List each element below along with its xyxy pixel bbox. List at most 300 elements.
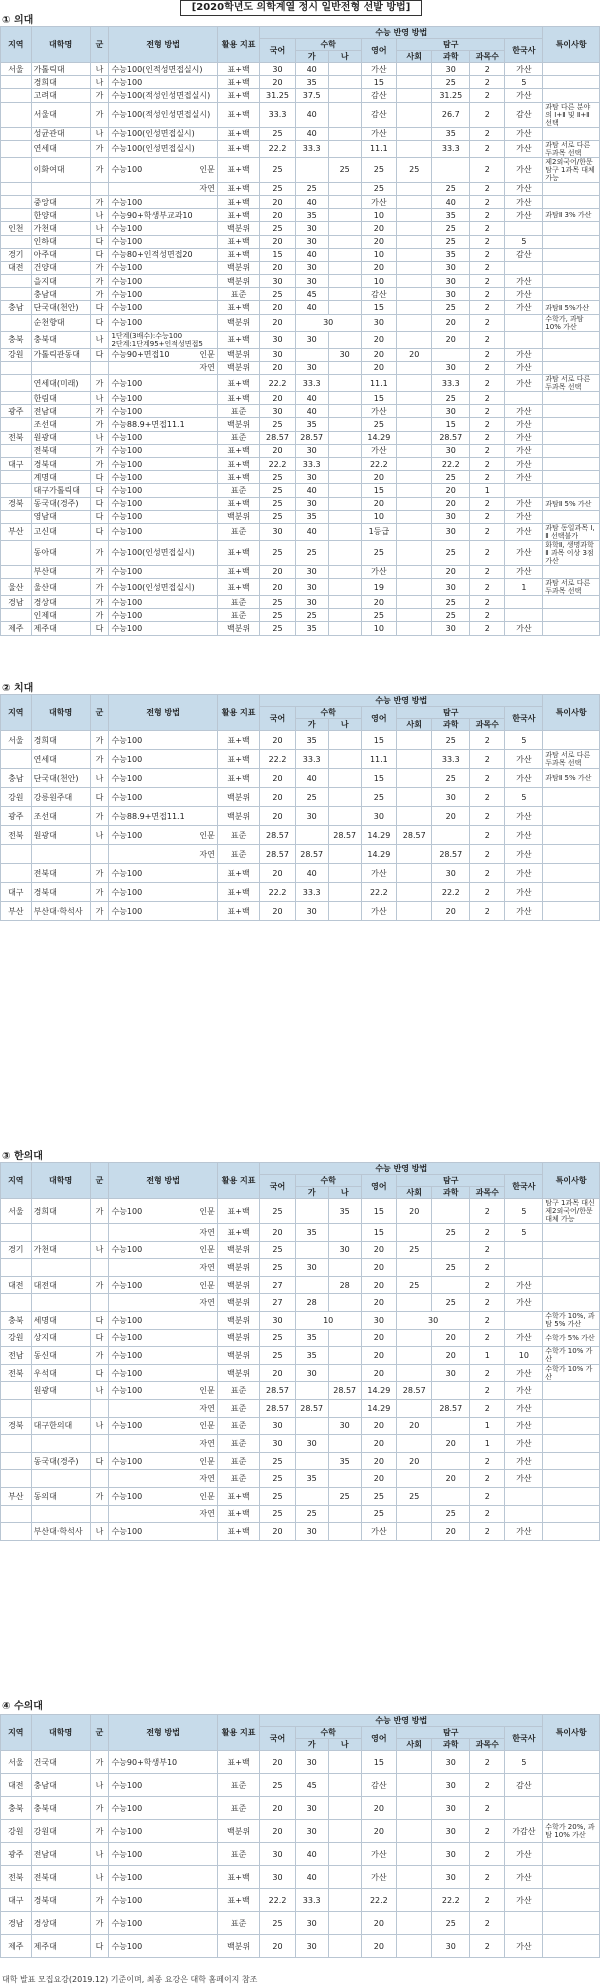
math-na-cell xyxy=(328,845,361,864)
history-cell xyxy=(505,1912,543,1935)
university-cell: 전남대 xyxy=(31,405,90,418)
region-cell: 전북 xyxy=(1,1866,32,1889)
korean-cell: 20 xyxy=(260,76,295,89)
math-na-cell: 35 xyxy=(328,1452,361,1470)
subject-count-cell: 2 xyxy=(470,1889,505,1912)
university-cell: 강원대 xyxy=(31,1820,90,1843)
region-cell xyxy=(1,195,32,208)
region-cell: 부산 xyxy=(1,1487,32,1505)
math-ga-cell: 40 xyxy=(295,195,328,208)
social-cell xyxy=(397,314,432,331)
method-cell: 수능100 xyxy=(109,375,217,392)
selection-table xyxy=(0,694,600,921)
table-row xyxy=(1,1199,600,1224)
university-cell: 전북대 xyxy=(31,1866,90,1889)
notes-cell xyxy=(543,826,600,845)
notes-cell xyxy=(543,1487,600,1505)
table-row xyxy=(1,1774,600,1797)
science-cell: 30 xyxy=(432,1364,470,1382)
university-cell: 대구한의대 xyxy=(31,1417,90,1435)
notes-cell xyxy=(543,275,600,288)
notes-cell: 과탐 다른 분야의 Ⅰ+Ⅱ 및 Ⅱ+Ⅱ 선택 xyxy=(543,102,600,127)
region-cell xyxy=(1,1399,32,1417)
method-cell: 수능100(적성인성면접실시) xyxy=(109,102,217,127)
english-cell: 14.29 xyxy=(361,845,396,864)
header-korean: 국어 xyxy=(260,39,295,63)
region-cell: 경남 xyxy=(1,596,32,609)
history-cell: 가산 xyxy=(505,348,543,361)
social-cell xyxy=(397,1935,432,1958)
region-cell xyxy=(1,1523,32,1541)
korean-cell: 15 xyxy=(260,248,295,261)
group-cell xyxy=(90,1470,109,1488)
science-cell: 35 xyxy=(432,248,470,261)
math-ga-cell: 33.3 xyxy=(295,140,328,157)
science-cell: 35 xyxy=(432,209,470,222)
method-cell: 수능90+학생부10 xyxy=(109,1751,217,1774)
group-cell: 가 xyxy=(90,457,109,470)
header-math-ga: 가 xyxy=(295,1187,328,1199)
science-cell: 28.57 xyxy=(432,431,470,444)
math-ga-cell: 25 xyxy=(295,540,328,565)
subject-count-cell: 2 xyxy=(470,195,505,208)
method-cell: 수능100(인성면접실시) xyxy=(109,140,217,157)
group-cell: 다 xyxy=(90,1364,109,1382)
university-cell: 건양대 xyxy=(31,261,90,274)
indicator-cell: 표+백 xyxy=(217,76,259,89)
table-row xyxy=(1,1417,600,1435)
math-cell: 30 xyxy=(295,314,361,331)
indicator-cell: 표+백 xyxy=(217,1505,259,1523)
social-cell xyxy=(397,195,432,208)
group-cell: 다 xyxy=(90,471,109,484)
math-ga-cell: 33.3 xyxy=(295,883,328,902)
header-math: 수학 xyxy=(295,1727,361,1739)
indicator-cell: 백분위 xyxy=(217,788,259,807)
university-cell: 충남대 xyxy=(31,1774,90,1797)
group-cell: 가 xyxy=(90,405,109,418)
group-cell: 나 xyxy=(90,63,109,76)
social-cell xyxy=(397,261,432,274)
social-cell xyxy=(397,565,432,578)
university-cell: 연세대(미래) xyxy=(31,375,90,392)
history-cell: 가산 xyxy=(505,497,543,510)
math-na-cell xyxy=(328,418,361,431)
track-label: 자연 xyxy=(199,363,215,373)
group-cell xyxy=(90,361,109,374)
method-cell: 수능100 xyxy=(109,392,217,405)
footnote: 대학 발표 모집요강(2019.12) 기준이며, 최종 요강은 대학 홈페이지 참조 xyxy=(2,1975,258,1984)
history-cell: 5 xyxy=(505,731,543,750)
track-label: 인문 xyxy=(199,1491,215,1501)
english-cell: 가산 xyxy=(361,405,396,418)
notes-cell xyxy=(543,1470,600,1488)
indicator-cell: 백분위 xyxy=(217,1241,259,1259)
social-cell xyxy=(397,622,432,635)
social-cell xyxy=(397,579,432,596)
english-cell: 가산 xyxy=(361,195,396,208)
region-cell: 대구 xyxy=(1,883,32,902)
math-ga-cell: 30 xyxy=(295,1259,328,1277)
university-cell: 제주대 xyxy=(31,622,90,635)
header-indicator: 활용 지표 xyxy=(217,27,259,63)
english-cell: 22.2 xyxy=(361,457,396,470)
english-cell: 20 xyxy=(361,1797,396,1820)
table-row xyxy=(1,182,600,195)
social-cell xyxy=(397,392,432,405)
subject-count-cell: 2 xyxy=(470,314,505,331)
header-indicator: 활용 지표 xyxy=(217,1715,259,1751)
math-ga-cell: 40 xyxy=(295,523,328,540)
subject-count-cell: 2 xyxy=(470,76,505,89)
track-label: 인문 xyxy=(199,1421,215,1431)
header-inquiry: 탐구 xyxy=(397,1727,505,1739)
notes-cell xyxy=(543,510,600,523)
english-cell: 22.2 xyxy=(361,883,396,902)
method-cell: 수능100 인문 xyxy=(109,1241,217,1259)
table-row xyxy=(1,261,600,274)
korean-cell: 25 xyxy=(260,484,295,497)
math-ga-cell: 35 xyxy=(295,418,328,431)
notes-cell xyxy=(543,731,600,750)
history-cell: 가산 xyxy=(505,565,543,578)
history-cell: 감산 xyxy=(505,248,543,261)
group-cell: 나 xyxy=(90,431,109,444)
table-row xyxy=(1,622,600,635)
method-cell: 수능100 xyxy=(109,301,217,314)
region-cell xyxy=(1,89,32,102)
math-ga-cell: 30 xyxy=(295,902,328,921)
section-title: ① 의대 xyxy=(2,15,34,26)
method-cell xyxy=(109,1224,217,1242)
math-na-cell xyxy=(328,405,361,418)
korean-cell: 27 xyxy=(260,1276,295,1294)
method-cell: 수능88.9+면접11.1 xyxy=(109,418,217,431)
science-cell xyxy=(432,1199,470,1224)
university-cell xyxy=(31,1435,90,1453)
header-science: 과학 xyxy=(432,51,470,63)
header-math-na: 나 xyxy=(328,1739,361,1751)
social-cell: 20 xyxy=(397,1417,432,1435)
university-cell xyxy=(31,1224,90,1242)
region-cell xyxy=(1,1505,32,1523)
table-row xyxy=(1,76,600,89)
korean-cell: 20 xyxy=(260,209,295,222)
header-math: 수학 xyxy=(295,707,361,719)
history-cell: 가산 xyxy=(505,750,543,769)
university-cell xyxy=(31,182,90,195)
region-cell: 경남 xyxy=(1,1912,32,1935)
table-row xyxy=(1,140,600,157)
korean-cell: 30 xyxy=(260,275,295,288)
indicator-cell: 표+백 xyxy=(217,565,259,578)
group-cell xyxy=(90,1294,109,1312)
indicator-cell: 표+백 xyxy=(217,864,259,883)
method-cell: 수능100 xyxy=(109,883,217,902)
history-cell xyxy=(505,1241,543,1259)
science-cell: 20 xyxy=(432,484,470,497)
group-cell: 다 xyxy=(90,497,109,510)
notes-cell xyxy=(543,195,600,208)
method-cell xyxy=(109,1399,217,1417)
subject-count-cell: 2 xyxy=(470,275,505,288)
header-science: 과학 xyxy=(432,1187,470,1199)
indicator-cell: 표+백 xyxy=(217,209,259,222)
method-cell: 수능100 xyxy=(109,902,217,921)
method-cell: 수능100 xyxy=(109,275,217,288)
history-cell xyxy=(505,596,543,609)
region-cell: 부산 xyxy=(1,523,32,540)
region-cell xyxy=(1,361,32,374)
subject-count-cell: 2 xyxy=(470,1912,505,1935)
group-cell: 가 xyxy=(90,1276,109,1294)
indicator-cell: 표준 xyxy=(217,1797,259,1820)
subject-count-cell: 2 xyxy=(470,457,505,470)
math-na-cell xyxy=(328,864,361,883)
subject-count-cell: 2 xyxy=(470,348,505,361)
indicator-cell: 표+백 xyxy=(217,1523,259,1541)
subject-count-cell: 2 xyxy=(470,375,505,392)
region-cell xyxy=(1,845,32,864)
subject-count-cell: 2 xyxy=(470,510,505,523)
science-cell: 20 xyxy=(432,331,470,348)
english-cell: 가산 xyxy=(361,902,396,921)
notes-cell: 과탐Ⅱ 3% 가산 xyxy=(543,209,600,222)
track-label: 자연 xyxy=(199,1262,215,1272)
math-ga-cell xyxy=(295,1487,328,1505)
table-row xyxy=(1,788,600,807)
subject-count-cell: 2 xyxy=(470,788,505,807)
track-label: 인문 xyxy=(199,1206,215,1216)
english-cell: 25 xyxy=(361,182,396,195)
math-na-cell xyxy=(328,788,361,807)
method-cell: 수능80+인적성면접20 xyxy=(109,248,217,261)
method-cell xyxy=(109,845,217,864)
method-cell: 수능100 xyxy=(109,769,217,788)
university-cell: 을지대 xyxy=(31,275,90,288)
subject-count-cell: 2 xyxy=(470,301,505,314)
science-cell: 40 xyxy=(432,195,470,208)
subject-count-cell: 2 xyxy=(470,523,505,540)
math-na-cell xyxy=(328,523,361,540)
social-cell xyxy=(397,845,432,864)
method-cell: 수능100 인문 xyxy=(109,826,217,845)
region-cell: 전북 xyxy=(1,1364,32,1382)
english-cell: 25 xyxy=(361,1487,396,1505)
header-math-na: 나 xyxy=(328,51,361,63)
notes-cell xyxy=(543,1224,600,1242)
group-cell: 나 xyxy=(90,1523,109,1541)
university-cell: 경희대 xyxy=(31,1199,90,1224)
group-cell: 가 xyxy=(90,418,109,431)
korean-cell: 25 xyxy=(260,1241,295,1259)
university-cell: 단국대(천안) xyxy=(31,769,90,788)
header-math-ga: 가 xyxy=(295,719,328,731)
header-korean: 국어 xyxy=(260,1727,295,1751)
math-ga-cell: 35 xyxy=(295,1224,328,1242)
notes-cell: 과탐Ⅱ 5% 가산 xyxy=(543,497,600,510)
science-cell: 30 xyxy=(432,288,470,301)
inquiry-cell: 30 xyxy=(397,1311,470,1329)
table-row xyxy=(1,1470,600,1488)
math-ga-cell: 30 xyxy=(295,275,328,288)
method-cell: 수능100 xyxy=(109,864,217,883)
math-na-cell xyxy=(328,1774,361,1797)
region-cell: 제주 xyxy=(1,622,32,635)
header-region: 지역 xyxy=(1,1715,32,1751)
table-row xyxy=(1,195,600,208)
math-ga-cell xyxy=(295,826,328,845)
english-cell: 20 xyxy=(361,331,396,348)
table-row xyxy=(1,864,600,883)
math-na-cell xyxy=(328,471,361,484)
korean-cell: 20 xyxy=(260,361,295,374)
table-row xyxy=(1,157,600,182)
history-cell: 가산 xyxy=(505,418,543,431)
english-cell: 20 xyxy=(361,235,396,248)
header-math-na: 나 xyxy=(328,719,361,731)
notes-cell: 수학가, 과탐 10% 가산 xyxy=(543,314,600,331)
header-social: 사회 xyxy=(397,51,432,63)
subject-count-cell: 2 xyxy=(470,1797,505,1820)
english-cell: 10 xyxy=(361,209,396,222)
region-cell xyxy=(1,540,32,565)
english-cell: 가산 xyxy=(361,444,396,457)
math-na-cell xyxy=(328,579,361,596)
table-row xyxy=(1,1364,600,1382)
indicator-cell: 백분위 xyxy=(217,348,259,361)
group-cell: 다 xyxy=(90,622,109,635)
table-row xyxy=(1,89,600,102)
region-cell xyxy=(1,418,32,431)
social-cell xyxy=(397,1399,432,1417)
korean-cell: 30 xyxy=(260,523,295,540)
indicator-cell: 표준 xyxy=(217,1470,259,1488)
track-label: 인문 xyxy=(199,1280,215,1290)
korean-cell: 30 xyxy=(260,1311,295,1329)
university-cell: 가톨릭관동대 xyxy=(31,348,90,361)
notes-cell xyxy=(543,392,600,405)
region-cell xyxy=(1,314,32,331)
subject-count-cell: 1 xyxy=(470,1347,505,1365)
english-cell: 15 xyxy=(361,301,396,314)
indicator-cell: 백분위 xyxy=(217,1364,259,1382)
university-cell: 충북대 xyxy=(31,1797,90,1820)
science-cell: 25 xyxy=(432,1505,470,1523)
notes-cell: 과탐 동일과목 Ⅰ, Ⅱ 선택불가 xyxy=(543,523,600,540)
subject-count-cell: 2 xyxy=(470,769,505,788)
method-cell: 수능100 인문 xyxy=(109,1276,217,1294)
method-cell: 수능100 xyxy=(109,444,217,457)
science-cell xyxy=(432,1417,470,1435)
university-cell: 인하대 xyxy=(31,235,90,248)
math-na-cell xyxy=(328,444,361,457)
science-cell: 25 xyxy=(432,222,470,235)
english-cell: 14.29 xyxy=(361,1399,396,1417)
table-row xyxy=(1,1224,600,1242)
group-cell: 다 xyxy=(90,1935,109,1958)
science-cell xyxy=(432,1276,470,1294)
group-cell: 나 xyxy=(90,1774,109,1797)
group-cell: 다 xyxy=(90,484,109,497)
history-cell: 가산 xyxy=(505,902,543,921)
social-cell xyxy=(397,275,432,288)
subject-count-cell: 2 xyxy=(470,1487,505,1505)
social-cell xyxy=(397,222,432,235)
math-na-cell xyxy=(328,1866,361,1889)
notes-cell: 수학가 10% 가산 xyxy=(543,1347,600,1365)
indicator-cell: 표+백 xyxy=(217,235,259,248)
math-na-cell xyxy=(328,1259,361,1277)
indicator-cell: 표+백 xyxy=(217,750,259,769)
indicator-cell: 표준 xyxy=(217,845,259,864)
social-cell: 20 xyxy=(397,348,432,361)
header-history: 한국사 xyxy=(505,1175,543,1199)
history-cell: 가산 xyxy=(505,622,543,635)
subject-count-cell: 2 xyxy=(470,1311,505,1329)
track-label: 인문 xyxy=(199,1386,215,1396)
history-cell: 가산 xyxy=(505,1435,543,1453)
header-math-na: 나 xyxy=(328,1187,361,1199)
subject-count-cell: 2 xyxy=(470,883,505,902)
math-ga-cell: 40 xyxy=(295,63,328,76)
indicator-cell: 표준 xyxy=(217,609,259,622)
subject-count-cell: 2 xyxy=(470,392,505,405)
english-cell: 20 xyxy=(361,1912,396,1935)
korean-cell: 20 xyxy=(260,261,295,274)
subject-count-cell: 2 xyxy=(470,609,505,622)
english-cell: 20 xyxy=(361,596,396,609)
group-cell: 다 xyxy=(90,301,109,314)
university-cell: 인제대 xyxy=(31,609,90,622)
science-cell: 30 xyxy=(432,444,470,457)
science-cell: 30 xyxy=(432,275,470,288)
region-cell xyxy=(1,127,32,140)
notes-cell xyxy=(543,182,600,195)
science-cell: 33.3 xyxy=(432,140,470,157)
korean-cell: 25 xyxy=(260,622,295,635)
region-cell: 강원 xyxy=(1,1329,32,1347)
region-cell: 경기 xyxy=(1,248,32,261)
header-subject-count: 과목수 xyxy=(470,719,505,731)
social-cell: 28.57 xyxy=(397,826,432,845)
university-cell: 경희대 xyxy=(31,76,90,89)
indicator-cell: 표준 xyxy=(217,405,259,418)
science-cell: 25 xyxy=(432,76,470,89)
header-notes: 특이사항 xyxy=(543,695,600,731)
header-history: 한국사 xyxy=(505,707,543,731)
science-cell: 25 xyxy=(432,182,470,195)
math-na-cell: 28.57 xyxy=(328,1382,361,1400)
method-cell: 수능100 xyxy=(109,523,217,540)
indicator-cell: 백분위 xyxy=(217,418,259,431)
region-cell: 대전 xyxy=(1,1276,32,1294)
indicator-cell: 표+백 xyxy=(217,444,259,457)
science-cell: 30 xyxy=(432,261,470,274)
history-cell: 가산 xyxy=(505,361,543,374)
history-cell xyxy=(505,392,543,405)
table-row xyxy=(1,392,600,405)
korean-cell: 20 xyxy=(260,1364,295,1382)
social-cell xyxy=(397,1889,432,1912)
science-cell: 25 xyxy=(432,596,470,609)
university-cell: 원광대 xyxy=(31,1382,90,1400)
history-cell: 가산 xyxy=(505,1364,543,1382)
group-cell: 가 xyxy=(90,195,109,208)
table-row xyxy=(1,1382,600,1400)
korean-cell: 25 xyxy=(260,1347,295,1365)
english-cell: 감산 xyxy=(361,89,396,102)
